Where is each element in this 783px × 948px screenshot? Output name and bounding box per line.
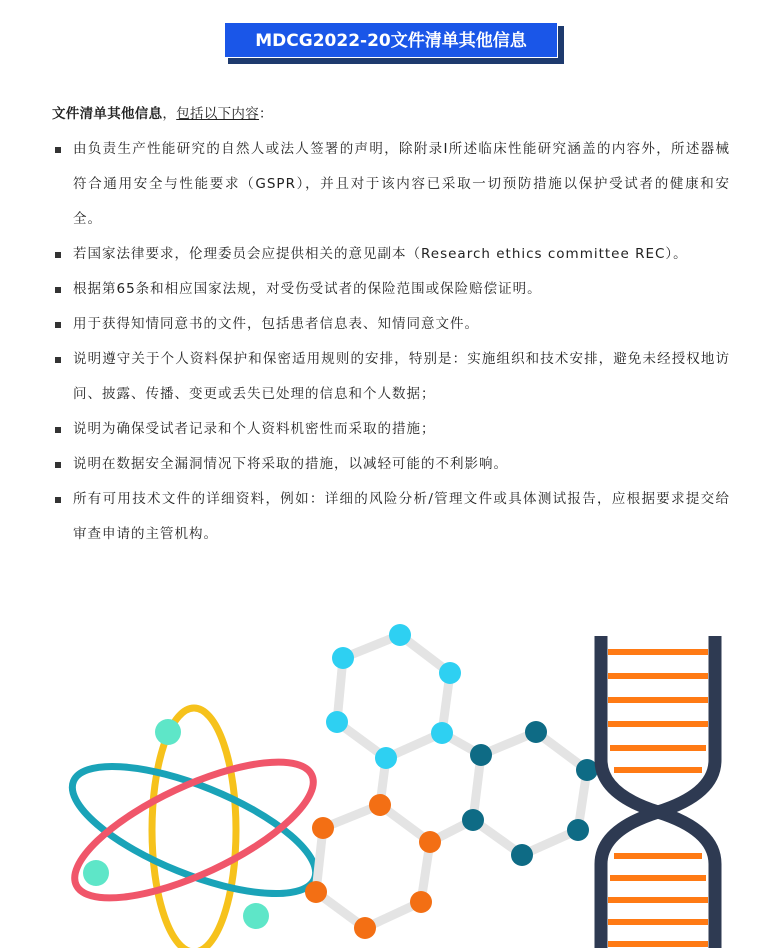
molecule-atom [419, 831, 441, 853]
atom-orbit-teal [57, 741, 331, 920]
molecule-atom [462, 809, 484, 831]
electron-dot [83, 860, 109, 886]
intro-colon: ： [259, 106, 273, 122]
molecule-atom [375, 747, 397, 769]
document-body [52, 100, 730, 552]
molecule-atom [439, 662, 461, 684]
molecule-atom [410, 891, 432, 913]
molecule-atom [312, 817, 334, 839]
page-title: MDCG2022-20文件清单其他信息 [224, 22, 558, 58]
electron-dot [155, 719, 181, 745]
molecule-atom [470, 744, 492, 766]
intro-underlined: 包括以下内容 [176, 106, 260, 122]
list-item: 由负责生产性能研究的自然人或法人签署的声明，除附录I所述临床性能研究涵盖的内容外，所述器械符合通用安全与性能要求（GSPR），并且对于该内容已采取一切预防措施以保护受试者的健康和安全。 [52, 132, 730, 237]
molecule-atom [326, 711, 348, 733]
list-item: 所有可用技术文件的详细资料，例如：详细的风险分析/管理文件或具体测试报告，应根据要求提交给审查申请的主管机构。 [52, 482, 730, 552]
atom-icon [57, 708, 331, 948]
molecule-atom [305, 881, 327, 903]
list-item: 用于获得知情同意书的文件，包括患者信息表、知情同意文件。 [52, 307, 730, 342]
list-item: 说明为确保受试者记录和个人资料机密性而采取的措施； [52, 412, 730, 447]
dna-icon [601, 636, 715, 948]
science-illustration [0, 610, 783, 948]
list-item: 说明遵守关于个人资料保护和保密适用规则的安排，特别是：实施组织和技术安排，避免未经授权地访问、披露、传播、变更或丢失已处理的信息和个人数据； [52, 342, 730, 412]
molecule-atom [332, 647, 354, 669]
molecule-atom [431, 722, 453, 744]
item-list [52, 132, 730, 552]
intro-separator: ， [162, 106, 177, 122]
molecule-icon [305, 624, 598, 939]
list-item: 根据第65条和相应国家法规，对受伤受试者的保险范围或保险赔偿证明。 [52, 272, 730, 307]
molecule-atom [567, 819, 589, 841]
molecule-atom [511, 844, 533, 866]
molecule-atom [525, 721, 547, 743]
intro-bold: 文件清单其他信息 [52, 106, 163, 122]
molecule-atom [369, 794, 391, 816]
list-item: 说明在数据安全漏洞情况下将采取的措施，以减轻可能的不利影响。 [52, 447, 730, 482]
list-item: 若国家法律要求，伦理委员会应提供相关的意见副本（Research ethics committee REC）。 [52, 237, 730, 272]
molecule-atom [389, 624, 411, 646]
intro-line [52, 100, 730, 128]
title-banner [224, 22, 562, 62]
molecule-atom [354, 917, 376, 939]
electron-dot [243, 903, 269, 929]
